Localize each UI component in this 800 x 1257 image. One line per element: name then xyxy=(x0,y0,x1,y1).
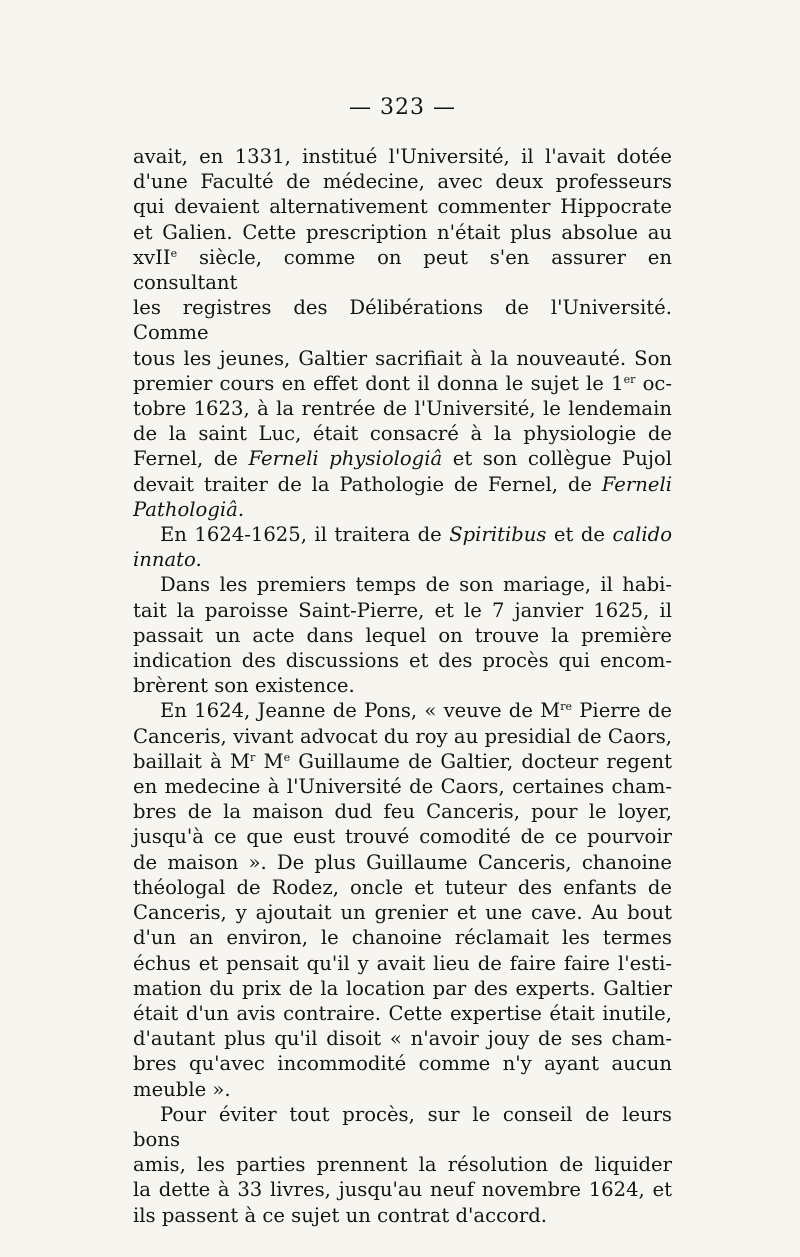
text-line: bres de la maison dud feu Canceris, pour le loyer, xyxy=(133,800,672,824)
text-line: tait la paroisse Saint-Pierre, et le 7 janvier 1625, il xyxy=(133,598,672,622)
text-line: les registres des Délibérations de l'Université. Comme xyxy=(133,296,672,345)
text-line: de maison ». De plus Guillaume Canceris, chanoine xyxy=(133,850,672,874)
text-line: En 1624, Jeanne de Pons, « veuve de Mre Pierre de xyxy=(160,699,672,723)
text-line: brèrent son existence. xyxy=(133,674,355,698)
text-line: indication des discussions et des procès qui encom- xyxy=(133,649,672,673)
text-line: la dette à 33 livres, jusqu'au neuf novembre 1624, et xyxy=(133,1178,672,1202)
text-line: passait un acte dans lequel on trouve la première xyxy=(133,623,672,647)
text-line: Fernel, de Ferneli physiologiâ et son collègue Pujol xyxy=(133,447,672,471)
paragraph xyxy=(133,522,672,572)
text-line: tobre 1623, à la rentrée de l'Université, le lendemain xyxy=(133,397,672,421)
paragraph xyxy=(133,698,672,1101)
text-line: premier cours en effet dont il donna le sujet le 1er oc- xyxy=(133,371,673,395)
paragraph xyxy=(133,1102,672,1228)
paragraph xyxy=(133,144,672,522)
paragraph xyxy=(133,572,672,698)
text-line: d'autant plus qu'il disoit « n'avoir jouy de ses cham- xyxy=(133,1027,672,1051)
text-line: Pour éviter tout procès, sur le conseil de leurs bons xyxy=(133,1102,672,1151)
text-line: était d'un avis contraire. Cette expertise était inutile, xyxy=(133,1001,672,1025)
text-line: Pathologiâ. xyxy=(133,497,245,521)
text-line: xvII$^e$ siècle, comme on peut s'en assurer en consultant xyxy=(133,245,672,295)
text-line: Dans les premiers temps de son mariage, il habi- xyxy=(160,573,672,597)
text-line: amis, les parties prennent la résolution de liquider xyxy=(133,1153,672,1177)
text-line: qui devaient alternativement commenter Hippocrate xyxy=(133,195,672,219)
text-line: Canceris, vivant advocat du roy au presidial de Caors, xyxy=(133,724,672,748)
text-line: ils passent à ce sujet un contrat d'accord. xyxy=(133,1203,547,1227)
text-line: en medecine à l'Université de Caors, certaines cham- xyxy=(133,775,672,799)
text-line: avait, en 1331, institué l'Université, il l'avait dotée xyxy=(133,145,672,168)
text-line: bres qu'avec incommodité comme n'y ayant aucun xyxy=(133,1052,672,1076)
page-number: — 323 — xyxy=(349,95,456,120)
text-line: innato. xyxy=(133,548,202,572)
text-line: Canceris, y ajoutait un grenier et une cave. Au bout xyxy=(133,901,672,925)
text-line: jusqu'à ce que eust trouvé comodité de ce pourvoir xyxy=(133,825,672,849)
text-line: mation du prix de la location par des experts. Galtier xyxy=(133,976,672,1000)
text-line: échus et pensait qu'il y avait lieu de faire faire l'esti- xyxy=(133,951,672,975)
text-line: d'une Faculté de médecine, avec deux professeurs xyxy=(133,170,672,194)
text-line: tous les jeunes, Galtier sacrifiait à la nouveauté. Son xyxy=(133,346,672,370)
body-text xyxy=(133,144,672,1228)
text-line: de la saint Luc, était consacré à la physiologie de xyxy=(133,422,672,446)
text-line: et Galien. Cette prescription n'était plus absolue au xyxy=(133,220,672,244)
text-line: d'un an environ, le chanoine réclamait les termes xyxy=(133,926,672,950)
text-line: En 1624-1625, il traitera de Spiritibus et de calido xyxy=(160,523,672,547)
text-line: baillait à $M^r$ Me Guillaume de Galtier, docteur regent xyxy=(133,749,672,773)
text-line: meuble ». xyxy=(133,1077,231,1101)
text-line: théologal de Rodez, oncle et tuteur des enfants de xyxy=(133,875,672,899)
text-line: devait traiter de la Pathologie de Fernel, de Ferneli xyxy=(133,472,672,496)
